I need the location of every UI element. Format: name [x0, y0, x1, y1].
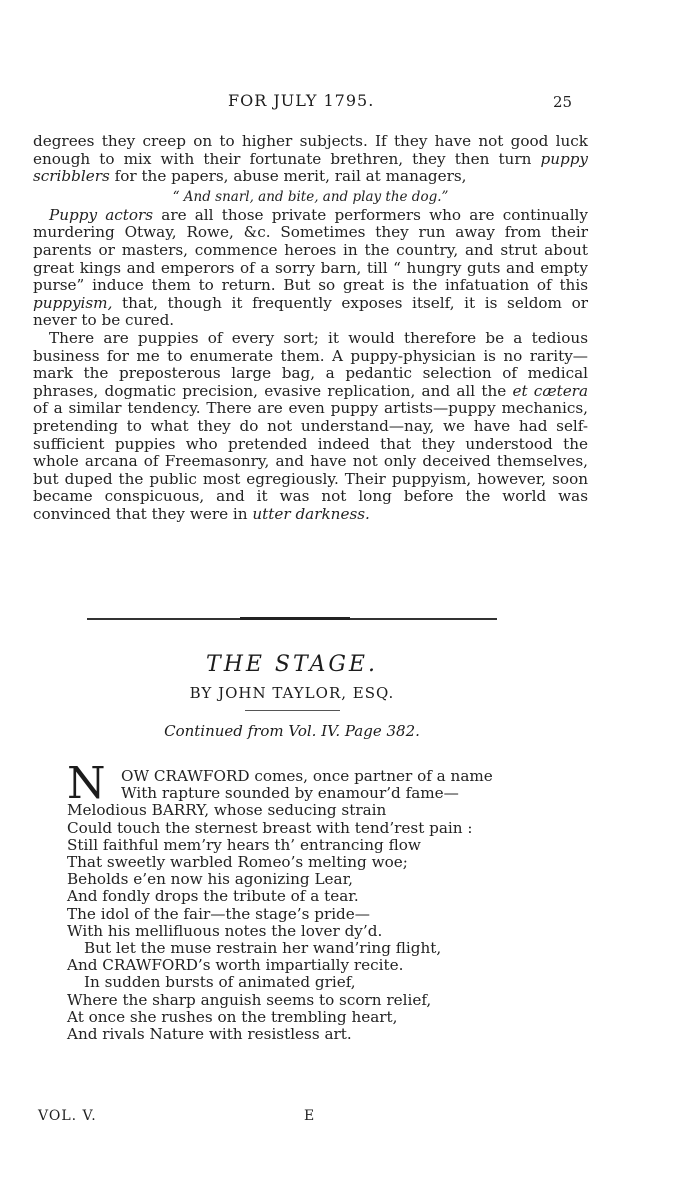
- paragraph-1: [33, 133, 588, 186]
- paragraph-2: [33, 207, 588, 330]
- poem-line: The idol of the fair—the stage’s pride—: [67, 904, 370, 923]
- section-author: BY JOHN TAYLOR, ESQ.: [189, 684, 395, 702]
- continued-note: Continued from Vol. IV. Page 382.: [164, 722, 420, 740]
- poem-line: Beholds e’en now his agonizing Lear,: [67, 870, 353, 889]
- p2-text-b: that, though it frequently exposes itself, it is seldom or never to be cured.: [33, 293, 588, 330]
- quotation: “ And snarl, and bite, and play the dog.”: [172, 188, 449, 205]
- p1-italic: puppy scribblers: [33, 149, 588, 186]
- section-title: THE STAGE.: [206, 652, 378, 677]
- section-divider-ornament: [240, 617, 350, 620]
- poem-line: Melodious BARRY, whose seducing strain: [67, 801, 387, 820]
- poem-line: And rivals Nature with resistless art.: [67, 1025, 352, 1044]
- p3-italic: et cætera: [512, 381, 588, 400]
- poem-line: But let the muse restrain her wand’ring flight,: [84, 939, 442, 958]
- volume-signature: VOL. V.: [38, 1108, 97, 1124]
- signature-mark: E: [304, 1108, 315, 1124]
- author-rule: [245, 710, 340, 711]
- poem-line: In sudden bursts of animated grief,: [84, 973, 356, 992]
- running-header: [0, 91, 699, 115]
- drop-cap: N: [67, 758, 106, 809]
- poem-line: And fondly drops the tribute of a tear.: [67, 887, 359, 906]
- p3-text-b: of a similar tendency. There are even puppy artists—puppy mechanics, pretending to what they do not understand—nay, we have had self-sufficient puppies who pretended indeed that they understood the whole arcana of Freemasonry, and have not only deceived themselves, but duped the public most egregiously. Their puppyism, however, soon became conspicuous, and it was not long before the world was convinced that they were in: [33, 399, 588, 523]
- header-title: FOR JULY 1795.: [228, 91, 375, 110]
- poem-line: OW CRAWFORD comes, once partner of a name: [121, 767, 493, 785]
- poem-line: With rapture sounded by enamour’d fame—: [121, 784, 459, 803]
- poem-line: That sweetly warbled Romeo’s melting woe;: [67, 853, 408, 872]
- poem-line: And CRAWFORD’s worth impartially recite.: [67, 956, 404, 975]
- poem-line: Still faithful mem’ry hears th’ entrancing flow: [67, 835, 421, 854]
- poem-line: With his mellifluous notes the lover dy’d.: [67, 921, 383, 940]
- p1-text-b: for the papers, abuse merit, rail at managers,: [109, 167, 467, 186]
- p2-italic: Puppy actors: [49, 205, 154, 224]
- poem: [67, 768, 537, 1043]
- page-number: 25: [553, 93, 573, 111]
- paragraph-3: [33, 330, 588, 524]
- prose-body: [33, 133, 588, 523]
- p3-italic2: utter darkness.: [252, 504, 370, 523]
- p2-italic2: puppyism,: [33, 293, 113, 312]
- poem-line: Could touch the sternest breast with tend’rest pain :: [67, 818, 473, 837]
- p3-text-a: There are puppies of every sort; it would therefore be a tedious business for me to enumerate them. A puppy-physician is no rarity—mark the preposterous large bag, a pedantic selection of medical phrases, dogmatic precision, evasive replication, and all the: [33, 328, 588, 400]
- p2-text-a: are all those private performers who are continually murdering Otway, Rowe, &c. Sometimes they run away from their parents or masters, commence heroes in the country, and strut about great kings and emperors of a sorry barn, till “ hungry guts and empty purse” induce them to return. But so great is the infatuation of this: [33, 205, 588, 295]
- poem-line: At once she rushes on the trembling heart,: [67, 1007, 398, 1026]
- poem-line: Where the sharp anguish seems to scorn relief,: [67, 990, 432, 1009]
- p1-text-a: degrees they creep on to higher subjects. If they have not good luck enough to mix with their fortunate brethren, they then turn: [33, 132, 588, 168]
